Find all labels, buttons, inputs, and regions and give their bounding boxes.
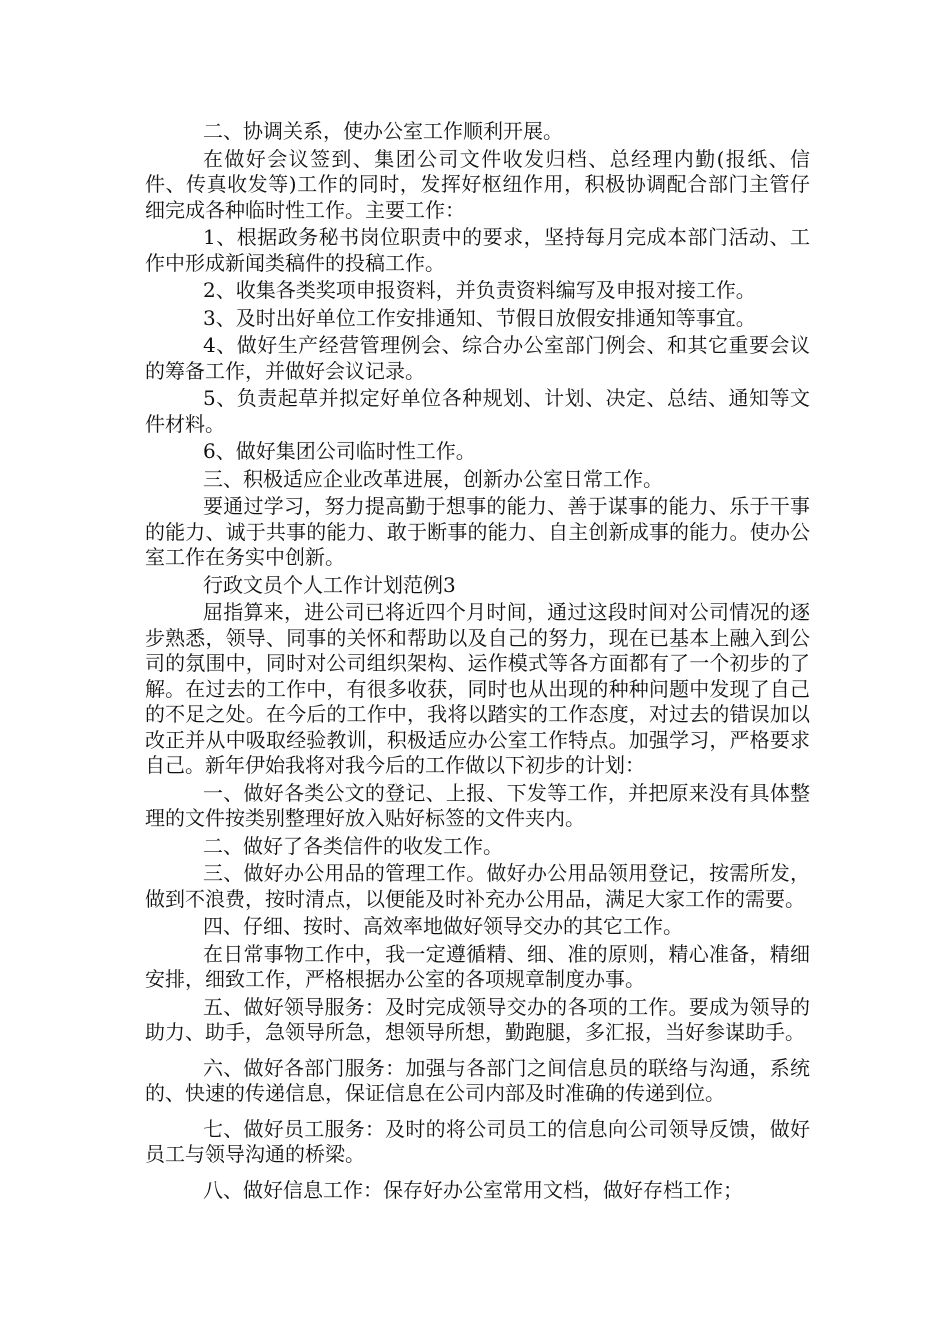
paragraph-plan-six: 六、做好各部门服务：加强与各部门之间信息员的联络与沟通，系统的、快速的传递信息，保证信息在公司内部及时准确的传递到位。: [145, 1055, 810, 1105]
paragraph-plan-seven: 七、做好员工服务：及时的将公司员工的信息向公司领导反馈，做好员工与领导沟通的桥梁。: [145, 1116, 810, 1166]
paragraph-item-4: 4、做好生产经营管理例会、综合办公室部门例会、和其它重要会议的筹备工作，并做好会议记录。: [145, 333, 810, 383]
paragraph-section-two-heading: 二、协调关系，使办公室工作顺利开展。: [203, 119, 563, 143]
paragraph-plan-two: 二、做好了各类信件的收发工作。: [203, 833, 503, 858]
document-body: [145, 119, 810, 1203]
paragraph-plan-eight: 八、做好信息工作：保存好办公室常用文档，做好存档工作；: [203, 1177, 743, 1202]
paragraph-item-6: 6、做好集团公司临时性工作。: [203, 439, 476, 463]
paragraph-item-3: 3、及时出好单位工作安排通知、节假日放假安排通知等事宜。: [203, 305, 756, 330]
paragraph-plan-one: 一、做好各类公文的登记、上报、下发等工作，并把原来没有具体整理的文件按类别整理好放入贴好标签的文件夹内。: [145, 780, 810, 830]
paragraph-meeting-duties: 在做好会议签到、集团公司文件收发归档、总经理内勤(报纸、信件、传真收发等)工作的同时，发挥好枢纽作用，积极协调配合部门主管仔细完成各种临时性工作。主要工作：: [145, 146, 810, 222]
paragraph-example-3-title: 行政文员个人工作计划范例3: [203, 572, 456, 597]
paragraph-learning-abilities: 要通过学习，努力提高勤于想事的能力、善于谋事的能力、乐于干事的能力、诚于共事的能力、敢于断事的能力、自主创新成事的能力。使办公室工作在务实中创新。: [145, 494, 810, 569]
paragraph-plan-three: 三、做好办公用品的管理工作。做好办公用品领用登记，按需所发，做到不浪费，按时清点，以便能及时补充办公用品，满足大家工作的需要。: [145, 861, 810, 911]
paragraph-plan-five: 五、做好领导服务：及时完成领导交办的各项的工作。要成为领导的助力、助手，急领导所急，想领导所想，勤跑腿，多汇报，当好参谋助手。: [145, 994, 810, 1044]
paragraph-daily-principles: 在日常事物工作中，我一定遵循精、细、准的原则，精心准备，精细安排，细致工作，严格根据办公室的各项规章制度办事。: [145, 941, 810, 991]
paragraph-introduction: 屈指算来，进公司已将近四个月时间，通过这段时间对公司情况的逐步熟悉，领导、同事的关怀和帮助以及自己的努力，现在已基本上融入到公司的氛围中，同时对公司组织架构、运作模式等各方面都有了一个初步的了解。在过去的工作中，有很多收获，同时也从出现的种种问题中发现了自己的不足之处。在今后的工作中，我将以踏实的工作态度，对过去的错误加以改正并从中吸取经验教训，积极适应办公室工作特点。加强学习，严格要求自己。新年伊始我将对我今后的工作做以下初步的计划：: [145, 600, 810, 777]
paragraph-item-5: 5、负责起草并拟定好单位各种规划、计划、决定、总结、通知等文件材料。: [145, 386, 810, 436]
paragraph-item-1: 1、根据政务秘书岗位职责中的要求，坚持每月完成本部门活动、工作中形成新闻类稿件的投稿工作。: [145, 225, 810, 275]
paragraph-item-2: 2、收集各类奖项申报资料，并负责资料编写及申报对接工作。: [203, 278, 756, 302]
paragraph-section-three-heading: 三、积极适应企业改革进展，创新办公室日常工作。: [203, 466, 663, 491]
paragraph-plan-four: 四、仔细、按时、高效率地做好领导交办的其它工作。: [203, 914, 683, 938]
